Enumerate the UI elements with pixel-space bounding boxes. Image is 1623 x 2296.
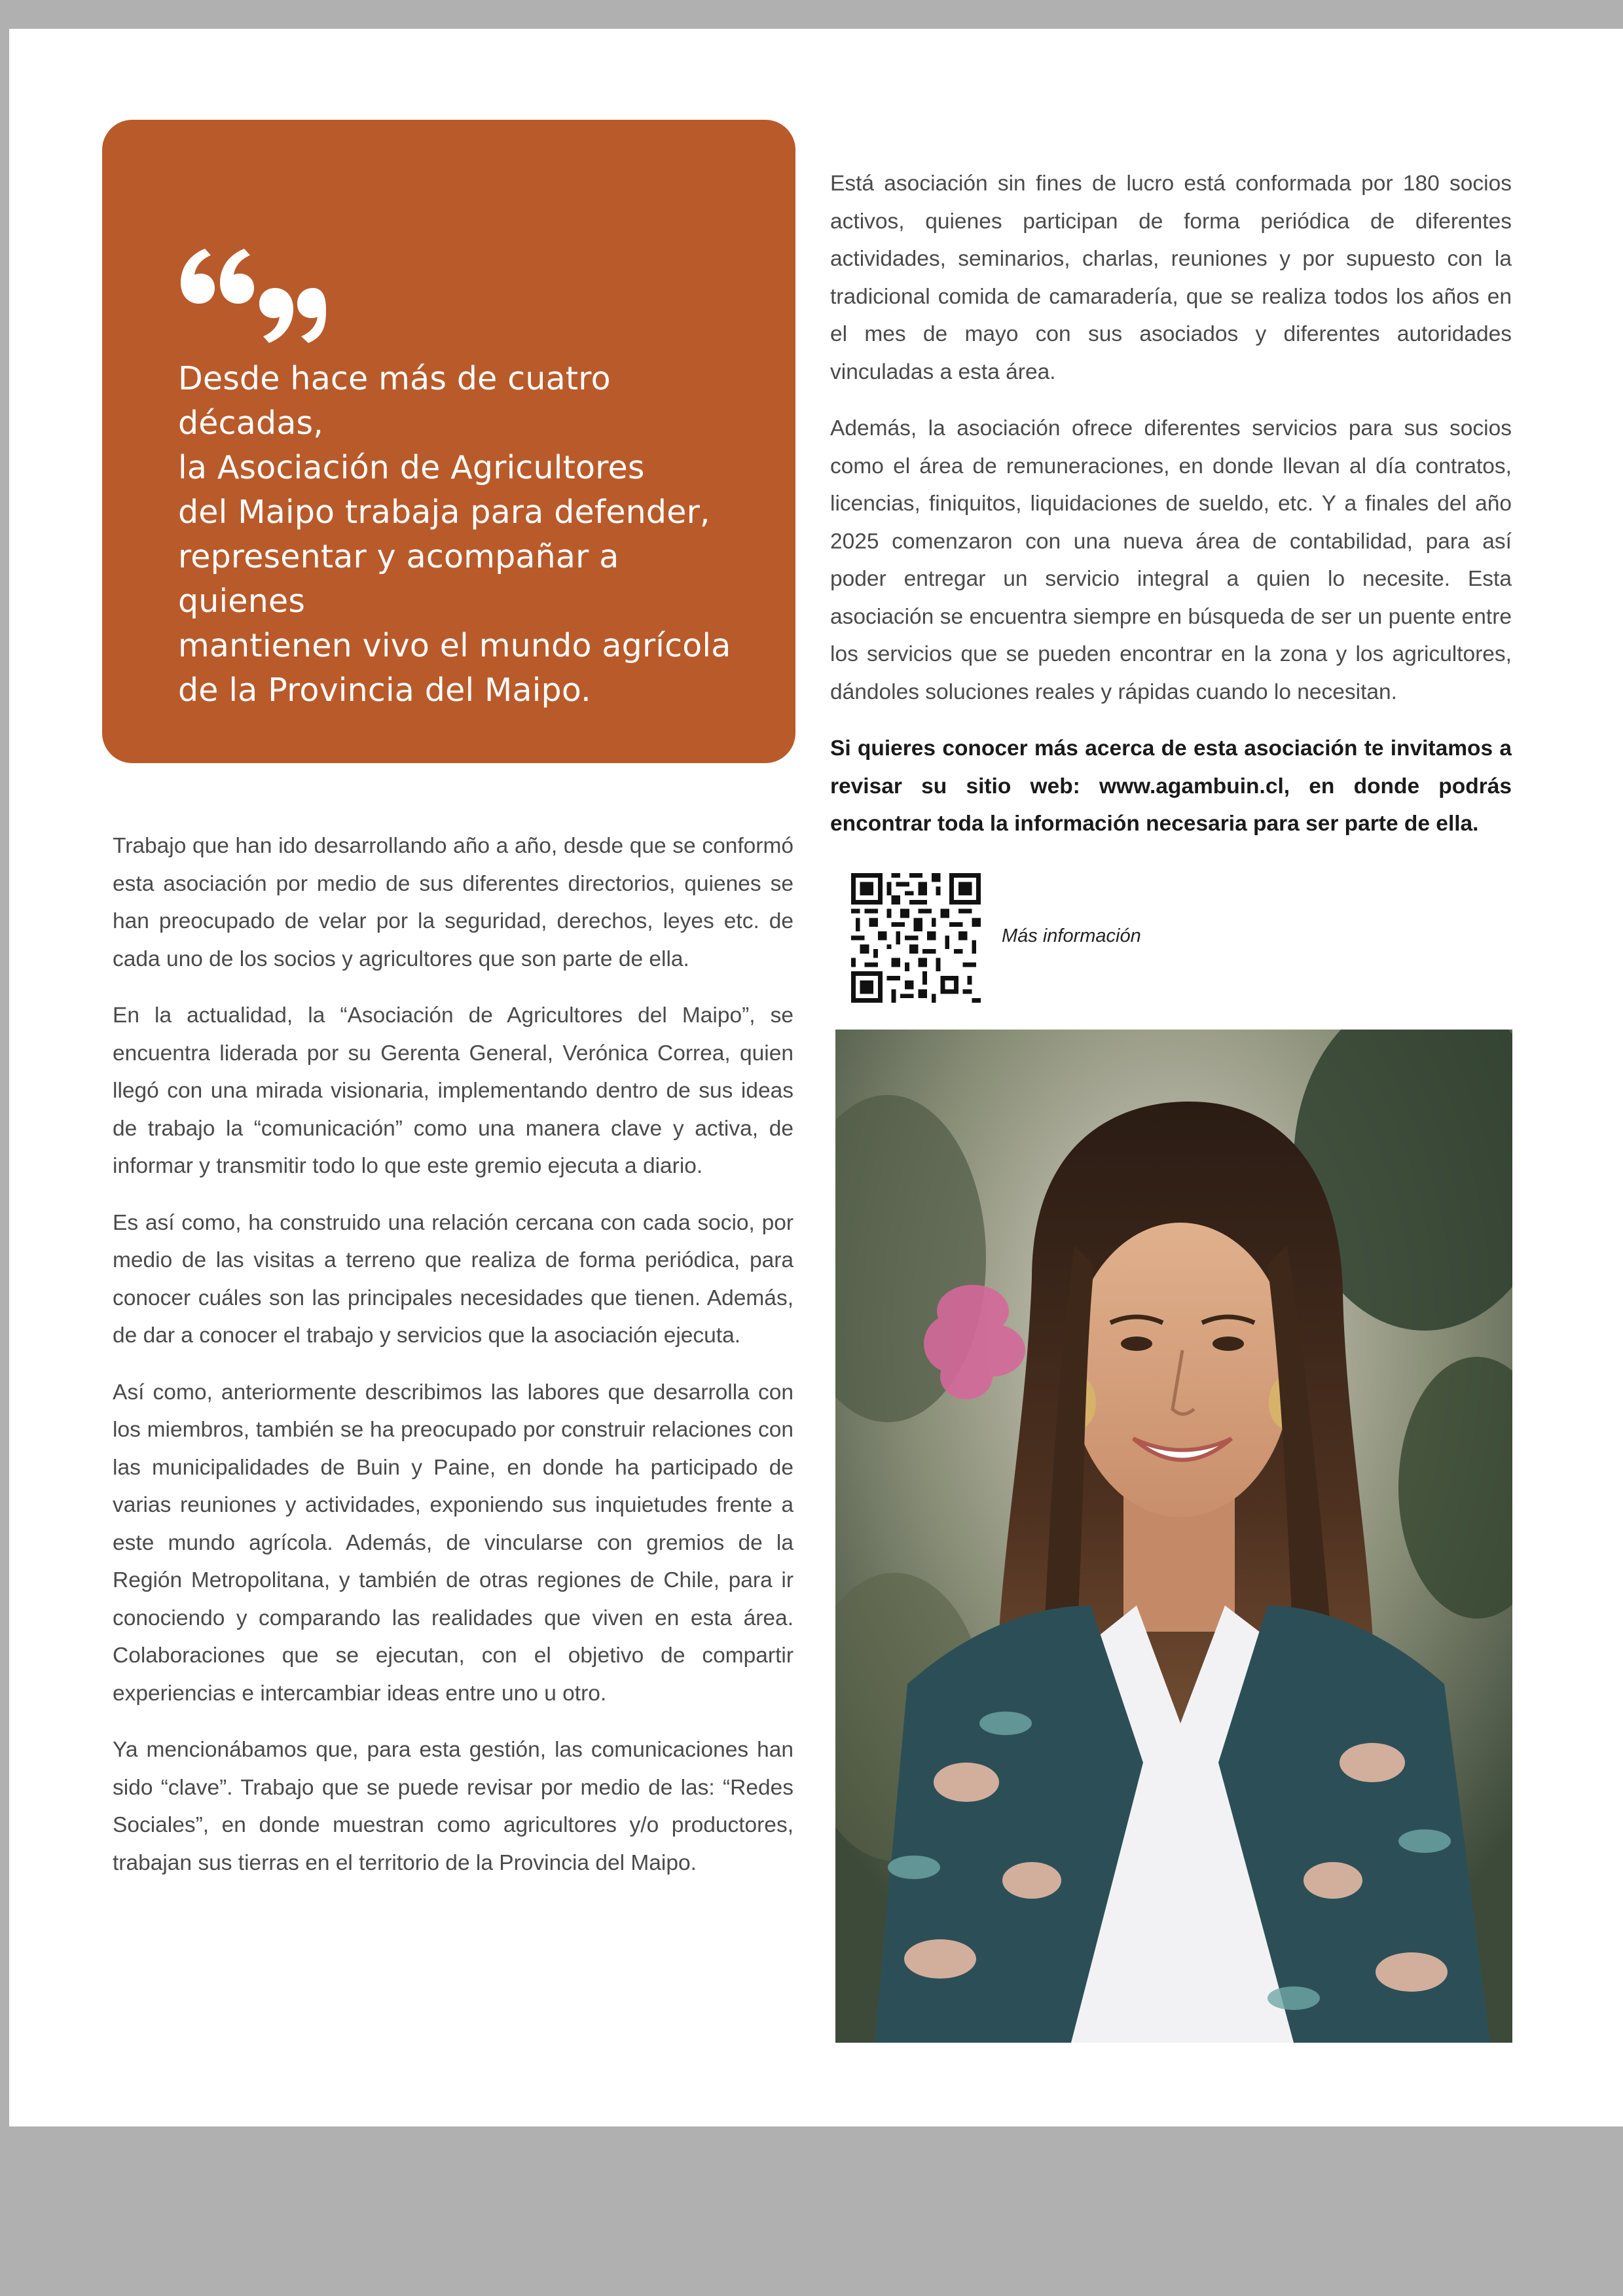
pull-quote-text bbox=[178, 357, 754, 713]
body-paragraph: Así como, anteriormente describimos las labores que desarrolla con los miembros, también se ha preocupado por construir relaciones con las municipalidades de Buin y Paine, en donde ha participado de varias reuniones y actividades, exponiendo sus inquietudes frente a este mundo agrícola. Además, de vincularse con gremios de la Región Metropolitana, y también de otras regiones de Chile, para ir conociendo y comparando las realidades que viven en esta área. Colaboraciones que se ejecutan, con el objetivo de compartir experiencias e intercambiar ideas entre uno u otro. bbox=[113, 1380, 793, 1706]
quote-line: la Asociación de Agricultores bbox=[178, 449, 645, 486]
quote-line: de la Provincia del Maipo. bbox=[178, 672, 591, 709]
quote-line: Desde hace más de cuatro décadas, bbox=[178, 360, 611, 442]
portrait-photo bbox=[835, 1030, 1512, 2043]
body-paragraph: Es así como, ha construido una relación cercana con cada socio, por medio de las visitas a terreno que realiza de forma periódica, para conocer cuáles son las principales necesidades que tienen. Además, de dar a conocer el trabajo y servicios que la asociación ejecuta. bbox=[113, 1210, 793, 1348]
body-paragraph: En la actualidad, la “Asociación de Agricultores del Maipo”, se encuentra liderada por su Gerenta General, Verónica Correa, quien llegó con una mirada visionaria, implementando dentro de sus ideas de trabajo la “comunicación” como una manera clave y activa, de informar y transmitir todo lo que este gremio ejecuta a diario. bbox=[113, 1003, 793, 1178]
quote-line: mantienen vivo el mundo agrícola bbox=[178, 627, 731, 664]
body-paragraph: Ya mencionábamos que, para esta gestión, las comunicaciones han sido “clave”. Trabajo que se puede revisar por medio de las: “Redes Sociales”, en donde muestran como agricultores y/o productores, trabajan sus tierras en el territorio de la Provincia del Maipo. bbox=[113, 1738, 793, 1875]
left-column-text bbox=[113, 827, 793, 1901]
body-paragraph: Está asociación sin fines de lucro está conformada por 180 socios activos, quienes participan de forma periódica de diferentes actividades, seminarios, charlas, reuniones y por supuesto con la tradicional comida de camaradería, que se realiza todos los años en el mes de mayo con sus asociados y diferentes autoridades vinculadas a esta área. bbox=[830, 171, 1512, 384]
body-paragraph: Además, la asociación ofrece diferentes servicios para sus socios como el área de remuneraciones, en donde llevan al día contratos, licencias, finiquitos, liquidaciones de sueldo, etc. Y a finales del año 2025 comenzaron con una nueva área de contabilidad, para así poder entregar un servicio integral a quien lo necesite. Esta asociación se encuentra siempre en búsqueda de ser un puente entre los servicios que se pueden encontrar en la zona y los agricultores, dándoles soluciones reales y rápidas cuando lo necesitan. bbox=[830, 416, 1512, 704]
qr-code-label: Más información bbox=[1002, 925, 1141, 946]
body-paragraph: Trabajo que han ido desarrollando año a año, desde que se conformó esta asociación por medio de sus diferentes directorios, quienes se han preocupado de velar por la seguridad, derechos, leyes etc. de cada uno de los socios y agricultores que son parte de ella. bbox=[113, 834, 793, 971]
quote-line: representar y acompañar a quienes bbox=[178, 538, 619, 620]
qr-code-icon[interactable] bbox=[851, 873, 981, 1003]
quotation-marks-icon bbox=[175, 236, 326, 347]
right-column-text bbox=[830, 165, 1512, 862]
quote-line: del Maipo trabaja para defender, bbox=[178, 493, 710, 531]
website-call-to-action: Si quieres conocer más acerca de esta asociación te invitamos a revisar su sitio web: www.agambuin.cl, en donde podrás encontrar toda la información necesaria para ser parte de ella. bbox=[830, 736, 1512, 836]
